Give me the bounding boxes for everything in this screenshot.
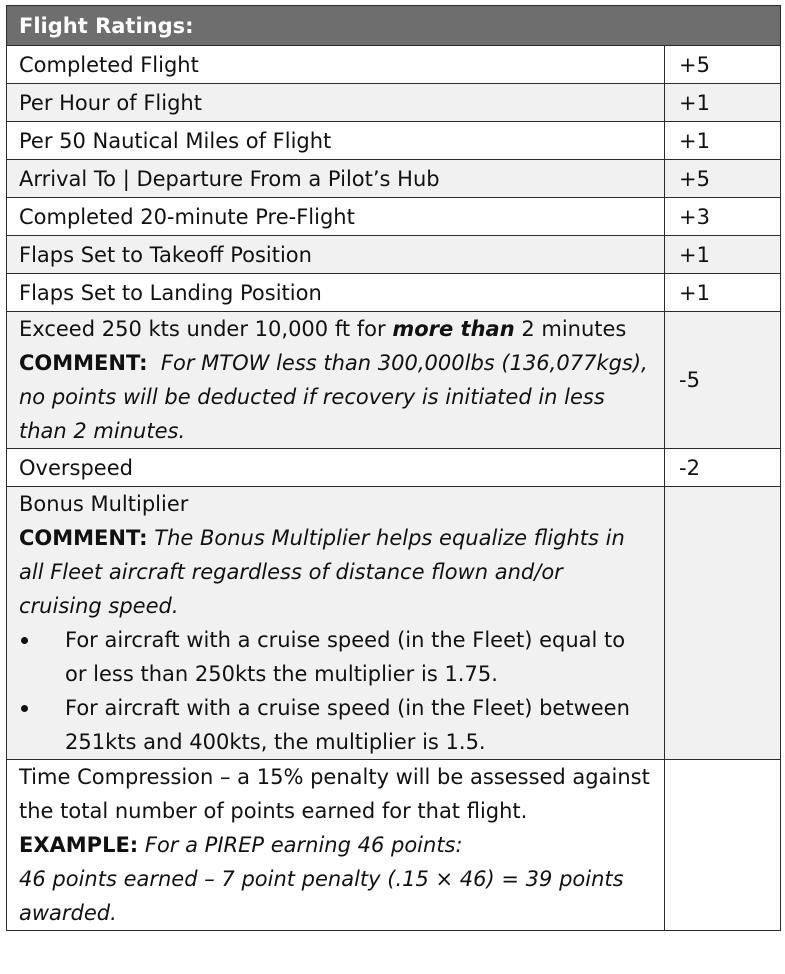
rating-points: +1 (665, 84, 781, 122)
time-example-text: For a PIREP earning 46 points: (138, 833, 463, 857)
bonus-bullet-text: For aircraft with a cruise speed (in the Fleet) equal to or less than 250kts the multiplier is 1.75. (65, 628, 626, 686)
table-row-overspeed (7, 449, 781, 487)
rating-label: Flaps Set to Takeoff Position (7, 236, 665, 274)
header-row (7, 6, 781, 46)
rating-label: Arrival To | Departure From a Pilot’s Hub (7, 160, 665, 198)
table-row (7, 46, 781, 84)
rating-label: Completed Flight (7, 46, 665, 84)
exceed-pre: Exceed 250 kts under 10,000 ft for (19, 317, 393, 341)
time-description: Time Compression – a 15% penalty will be assessed against the total number of points earned for that flight. (19, 765, 650, 823)
flight-ratings-table (6, 5, 781, 931)
time-points (665, 760, 781, 931)
bonus-comment-label: COMMENT: (19, 526, 148, 550)
table-row-time-compression (7, 760, 781, 931)
rating-points: +1 (665, 274, 781, 312)
time-text (19, 760, 652, 930)
bonus-text (19, 487, 652, 623)
rating-points: +5 (665, 46, 781, 84)
time-calc: 46 points earned – 7 point penalty (.15 × 46) = 39 points awarded. (19, 867, 624, 925)
exceed-comment-text: For MTOW less than 300,000lbs (136,077kgs), no points will be deducted if recovery is initiated in less than 2 minutes. (19, 351, 655, 443)
table-row (7, 198, 781, 236)
exceed-post: 2 minutes (514, 317, 627, 341)
rating-points: +1 (665, 122, 781, 160)
exceed-text (19, 312, 655, 448)
table-row (7, 122, 781, 160)
exceed-points: -5 (665, 312, 781, 449)
table-row-exceed (7, 312, 781, 449)
rating-points: +1 (665, 236, 781, 274)
rating-label: Flaps Set to Landing Position (7, 274, 665, 312)
bonus-bullet (19, 691, 652, 759)
bonus-comment-text: The Bonus Multiplier helps equalize flights in all Fleet aircraft regardless of distance flown and/or cruising speed. (19, 526, 632, 618)
table-row (7, 236, 781, 274)
bonus-title: Bonus Multiplier (19, 492, 189, 516)
bonus-cell (7, 487, 665, 760)
table-header: Flight Ratings: (7, 6, 781, 46)
bullet-dot-icon (21, 637, 28, 644)
rating-points: +5 (665, 160, 781, 198)
rating-label: Completed 20-minute Pre-Flight (7, 198, 665, 236)
bonus-points (665, 487, 781, 760)
table-row (7, 84, 781, 122)
exceed-emphasis: more than (392, 317, 515, 341)
exceed-comment-label: COMMENT: (19, 351, 148, 375)
table-row-bonus (7, 487, 781, 760)
rating-label: Per 50 Nautical Miles of Flight (7, 122, 665, 160)
time-cell (7, 760, 665, 931)
exceed-cell (7, 312, 665, 449)
bonus-bullet-list (19, 623, 652, 759)
time-example-label: EXAMPLE: (19, 833, 139, 857)
rating-label: Per Hour of Flight (7, 84, 665, 122)
bullet-dot-icon (21, 705, 28, 712)
overspeed-points: -2 (665, 449, 781, 487)
bonus-bullet-text: For aircraft with a cruise speed (in the Fleet) between 251kts and 400kts, the multiplier is 1.5. (65, 696, 630, 754)
table-row (7, 160, 781, 198)
overspeed-label: Overspeed (7, 449, 665, 487)
table-row (7, 274, 781, 312)
bonus-bullet (19, 623, 652, 691)
rating-points: +3 (665, 198, 781, 236)
